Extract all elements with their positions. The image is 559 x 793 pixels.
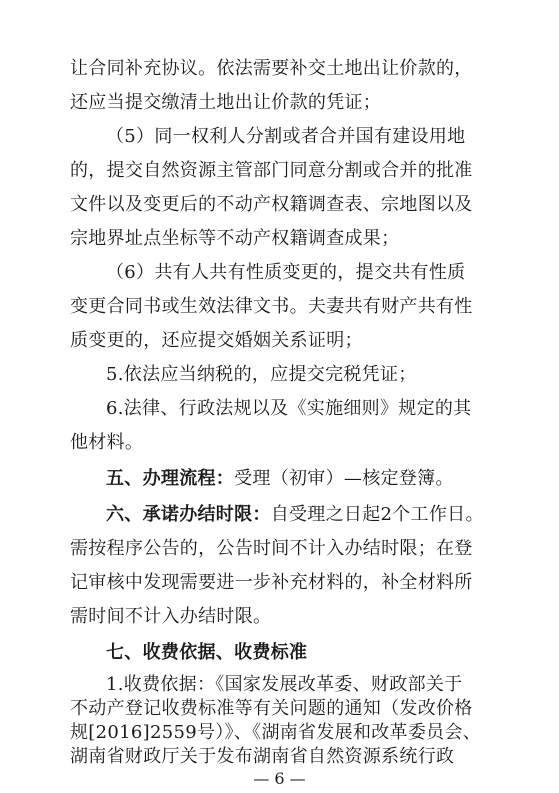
line-text: （5）同一权利人分割或者合并国有建设用地 (106, 126, 466, 147)
body-line (70, 720, 490, 746)
line-text: 变更合同书或生效法律文书。夫妻共有财产共有性 (70, 296, 473, 317)
line-text: 他材料。 (70, 432, 144, 453)
body-line (70, 226, 490, 252)
body-line (70, 696, 490, 722)
line-text: 需按程序公告的，公告时间不计入办结时限；在登 (70, 538, 473, 559)
line-text: 湖南省财政厅关于发布湖南省自然资源系统行政 (70, 746, 455, 767)
line-text: 的，提交自然资源主管部门同意分割或合并的批准 (70, 160, 473, 181)
line-text: 文件以及变更后的不动产权籍调查表、宗地图以及 (70, 194, 473, 215)
body-line (70, 56, 490, 82)
line-text: 质变更的，还应提交婚姻关系证明； (70, 330, 363, 351)
body-line (70, 328, 490, 354)
line-text: 受理（初审）—核定登簿。 (234, 468, 454, 489)
body-line (70, 604, 490, 630)
body-line (70, 570, 490, 596)
line-text: 需时间不计入办结时限。 (70, 606, 272, 627)
body-line (70, 158, 490, 184)
body-line (106, 672, 490, 698)
line-text: 还应当提交缴清土地出让价款的凭证； (70, 92, 382, 113)
section-heading: 六、承诺办结时限： (106, 504, 271, 525)
body-line (70, 294, 490, 320)
body-line (106, 124, 490, 150)
line-text: 1.收费依据：《国家发展改革委、财政部关于 (106, 674, 463, 695)
line-text: 自受理之日起2个工作日。 (270, 504, 484, 525)
body-line (106, 362, 490, 388)
line-text: 5.依法应当纳税的，应提交完税凭证； (106, 364, 417, 385)
body-line (70, 744, 490, 770)
section-heading: 五、办理流程： (106, 468, 235, 489)
line-text: 让合同补充协议。依法需要补交土地出让价款的， (70, 58, 473, 79)
body-line (70, 430, 490, 456)
line-text: 规[2016]2559号）》、《湖南省发展和改革委员会、 (70, 722, 482, 743)
body-line (70, 90, 490, 116)
line-text: 宗地界址点坐标等不动产权籍调查成果； (70, 228, 400, 249)
section-heading-line (106, 640, 490, 666)
section-heading: 七、收费依据、收费标准 (106, 642, 308, 663)
body-line (70, 192, 490, 218)
section-heading-line (106, 502, 490, 528)
section-heading-line (106, 466, 490, 492)
line-text: 记审核中发现需要进一步补充材料的，补全材料所 (70, 572, 473, 593)
body-line (106, 260, 490, 286)
line-text: 不动产登记收费标准等有关问题的通知（发改价格 (70, 698, 473, 719)
line-text: 6.法律、行政法规以及《实施细则》规定的其 (106, 398, 472, 419)
body-line (106, 396, 490, 422)
page-number: — 6 — (253, 769, 306, 788)
body-line (70, 536, 490, 562)
line-text: （6）共有人共有性质变更的，提交共有性质 (106, 262, 466, 283)
